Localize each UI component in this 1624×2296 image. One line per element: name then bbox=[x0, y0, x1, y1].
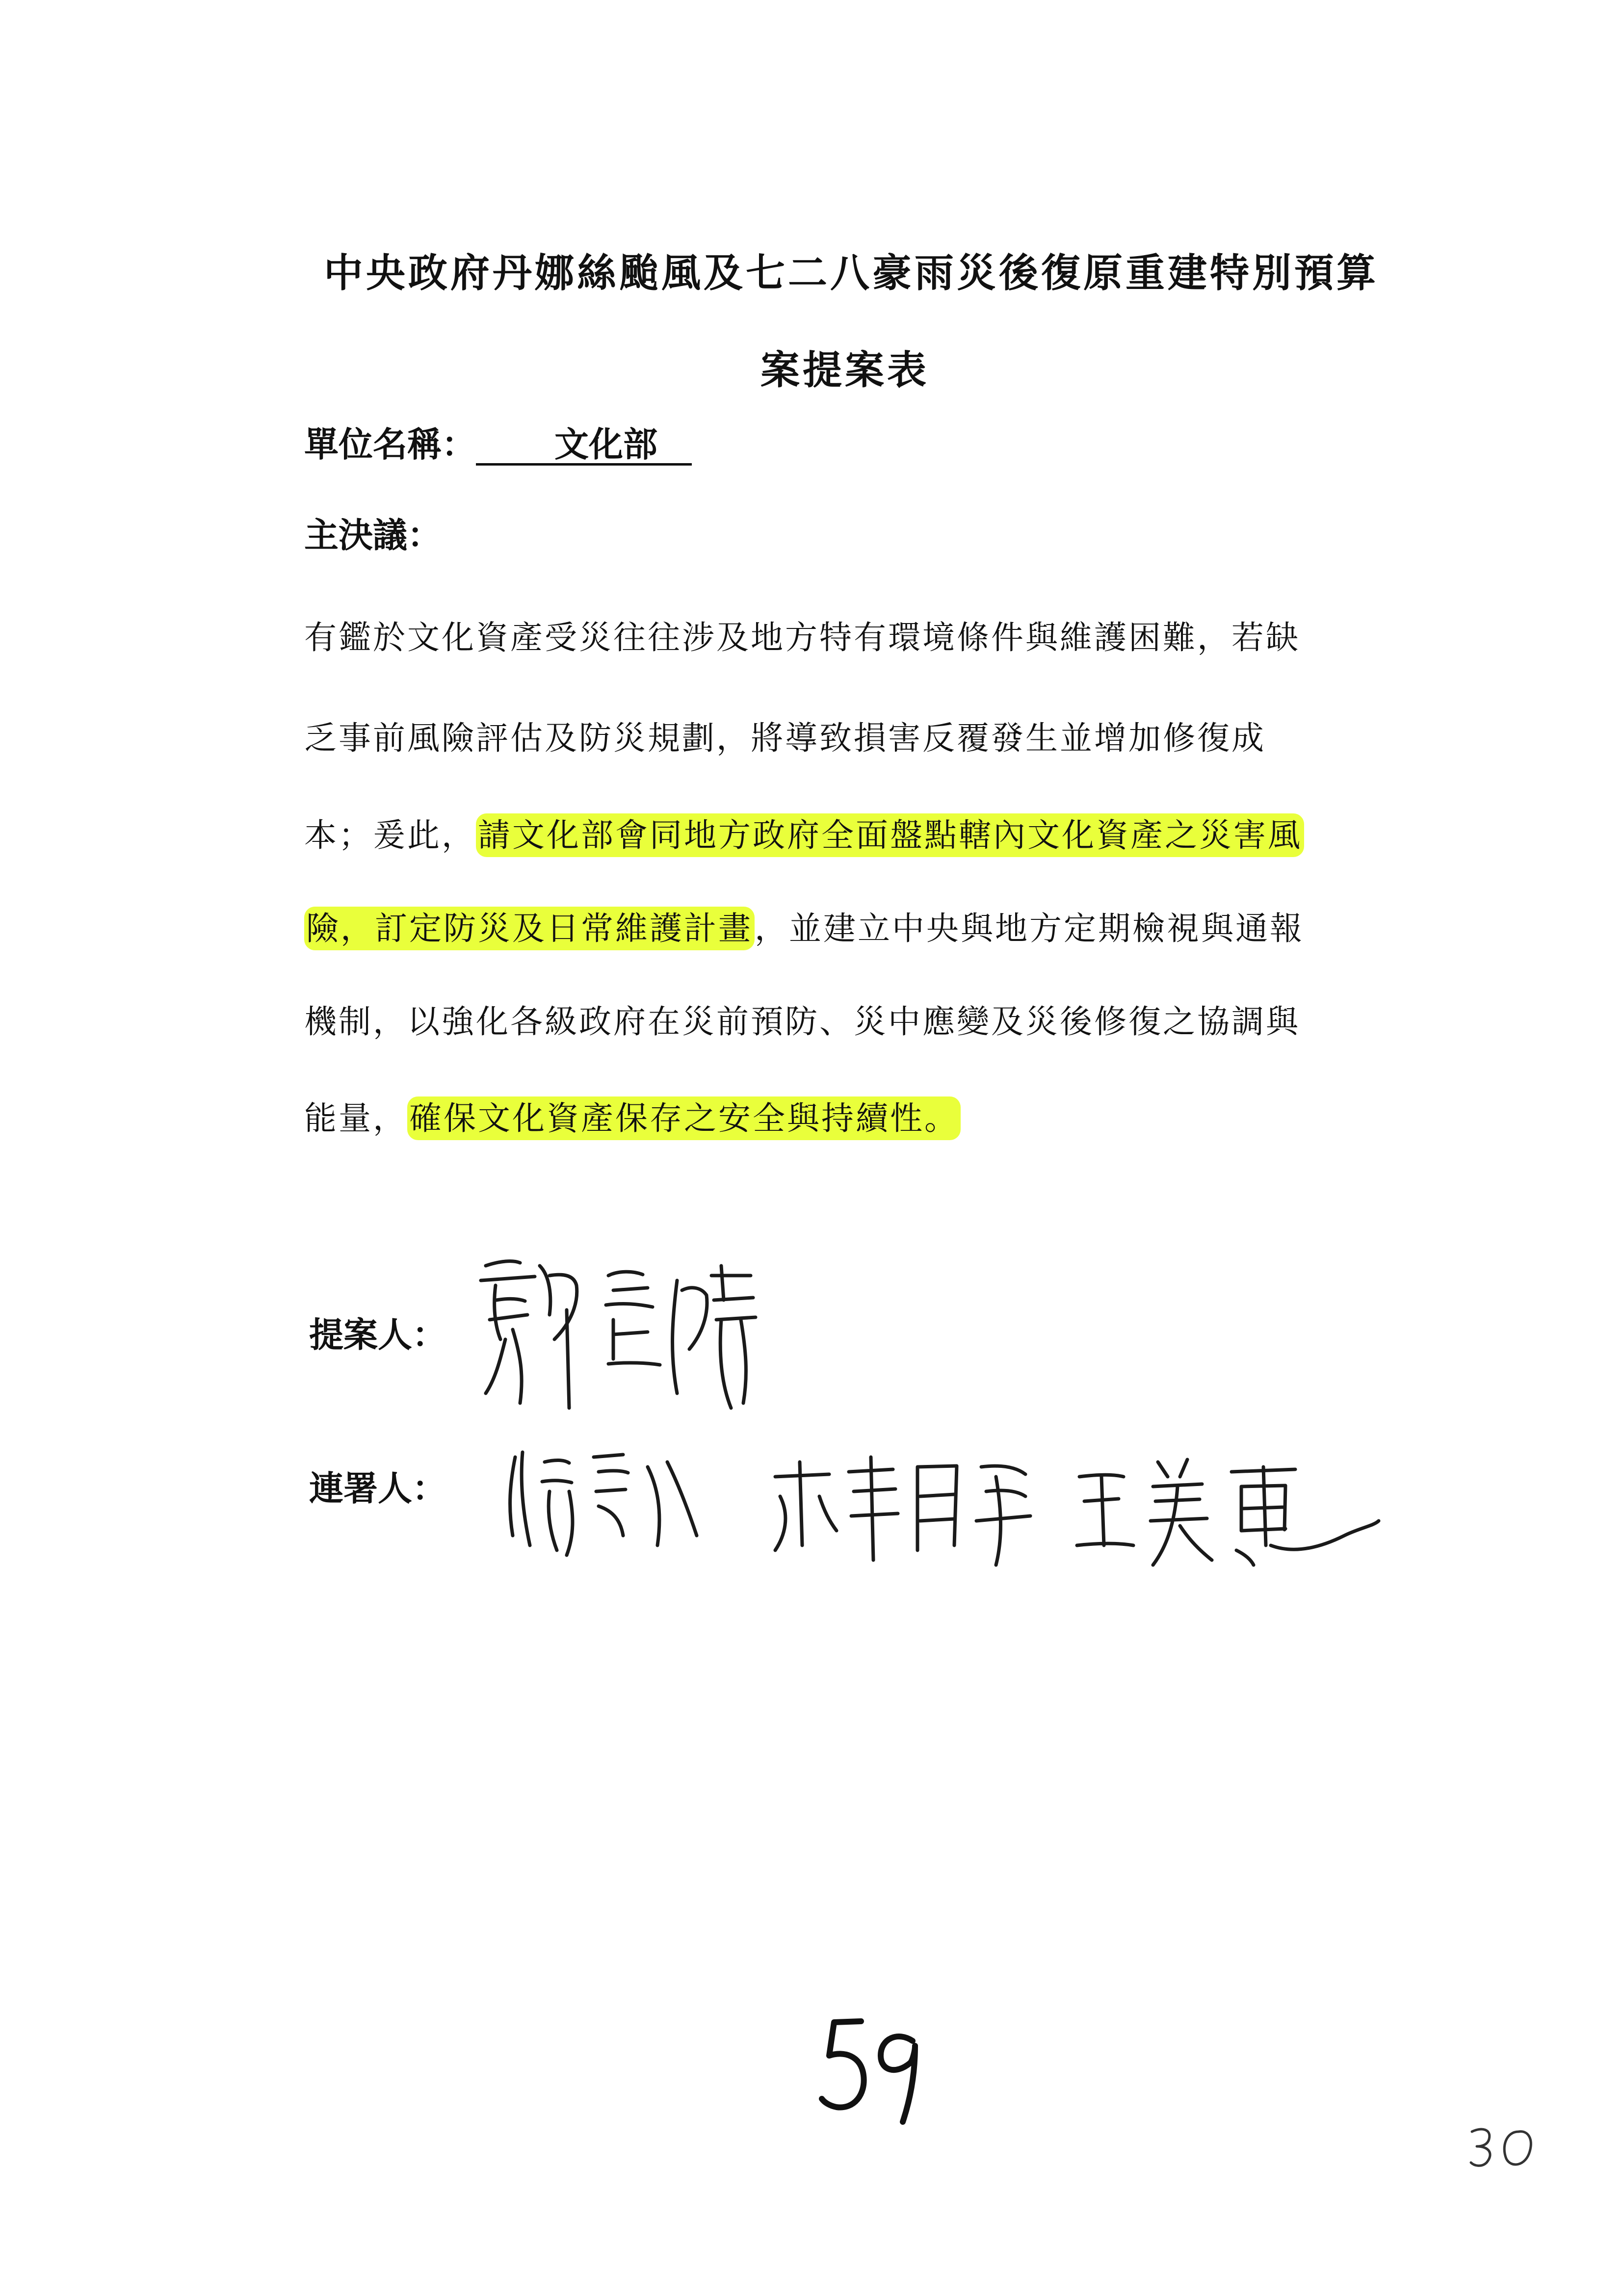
page-number bbox=[814, 2011, 932, 2129]
resolution-line-4 bbox=[304, 912, 1403, 946]
proposer-signature bbox=[466, 1246, 770, 1423]
document-title: 中央政府丹娜絲颱風及七二八豪雨災後復原重建特別預算 bbox=[324, 250, 1379, 296]
cosigner-label: 連署人： bbox=[309, 1468, 446, 1509]
resolution-line-3 bbox=[304, 818, 1403, 853]
cosigner-signature-1 bbox=[500, 1437, 707, 1565]
proposer-label: 提案人： bbox=[309, 1314, 446, 1355]
highlighted-text: 險，訂定防災及日常維護計畫 bbox=[304, 907, 755, 950]
resolution-text: 能量， bbox=[304, 1099, 407, 1137]
unit-row bbox=[304, 417, 692, 467]
resolution-line-6 bbox=[304, 1101, 1403, 1136]
highlighted-text: 確保文化資產保存之安全與持續性。 bbox=[407, 1096, 961, 1140]
resolution-text: ，並建立中央與地方定期檢視與通報 bbox=[755, 910, 1304, 947]
resolution-line-1: 有鑑於文化資產受災往往涉及地方特有環境條件與維護困難，若缺 bbox=[304, 619, 1300, 656]
corner-mark bbox=[1467, 2119, 1541, 2173]
document-subtitle: 案提案表 bbox=[760, 347, 929, 393]
resolution-label: 主決議： bbox=[304, 515, 442, 555]
resolution-text: 本；爰此， bbox=[304, 816, 476, 854]
resolution-line-5: 機制，以強化各級政府在災前預防、災中應變及災後修復之協調與 bbox=[304, 1003, 1300, 1041]
unit-value: 文化部 bbox=[476, 425, 692, 466]
cosigner-signature-3 bbox=[1070, 1447, 1384, 1575]
highlighted-text: 請文化部會同地方政府全面盤點轄內文化資產之災害風 bbox=[476, 813, 1304, 857]
cosigner-signature-2 bbox=[765, 1447, 1040, 1575]
resolution-line-2: 乏事前風險評估及防災規劃，將導致損害反覆發生並增加修復成 bbox=[304, 719, 1266, 757]
unit-label: 單位名稱： bbox=[304, 424, 476, 465]
